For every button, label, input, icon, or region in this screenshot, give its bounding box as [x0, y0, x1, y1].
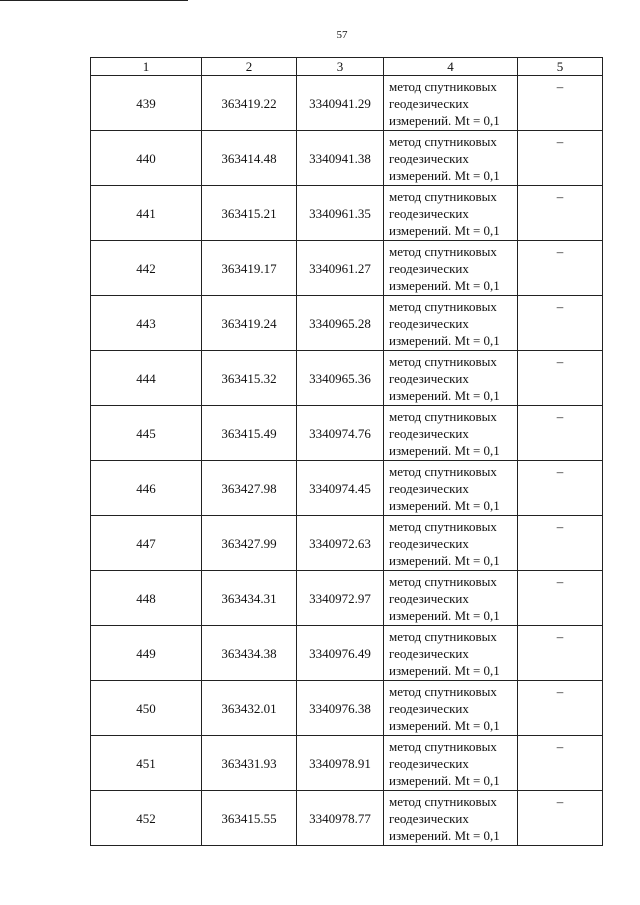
cell-y-coordinate: 3340961.27 [297, 241, 384, 296]
cell-y-coordinate: 3340941.29 [297, 76, 384, 131]
cell-method: метод спутниковых геодезических измерений. Mt = 0,1 [384, 241, 518, 296]
cell-point-number: 450 [91, 681, 202, 736]
cell-y-coordinate: 3340961.35 [297, 186, 384, 241]
cell-y-coordinate: 3340976.38 [297, 681, 384, 736]
cell-note: – [518, 736, 603, 791]
table-row [91, 351, 603, 406]
cell-y-coordinate: 3340965.36 [297, 351, 384, 406]
cell-x-coordinate: 363427.99 [202, 516, 297, 571]
cell-point-number: 448 [91, 571, 202, 626]
table-row [91, 571, 603, 626]
top-left-rule [0, 0, 188, 1]
table-row [91, 736, 603, 791]
table-row [91, 791, 603, 846]
cell-note: – [518, 571, 603, 626]
cell-note: – [518, 241, 603, 296]
cell-point-number: 451 [91, 736, 202, 791]
cell-point-number: 445 [91, 406, 202, 461]
cell-y-coordinate: 3340972.63 [297, 516, 384, 571]
cell-note: – [518, 461, 603, 516]
cell-method: метод спутниковых геодезических измерений. Mt = 0,1 [384, 76, 518, 131]
cell-y-coordinate: 3340978.77 [297, 791, 384, 846]
cell-note: – [518, 351, 603, 406]
cell-method: метод спутниковых геодезических измерений. Mt = 0,1 [384, 626, 518, 681]
cell-point-number: 452 [91, 791, 202, 846]
cell-note: – [518, 626, 603, 681]
cell-method: метод спутниковых геодезических измерений. Mt = 0,1 [384, 736, 518, 791]
cell-point-number: 442 [91, 241, 202, 296]
table-row [91, 131, 603, 186]
cell-note: – [518, 406, 603, 461]
cell-method: метод спутниковых геодезических измерений. Mt = 0,1 [384, 296, 518, 351]
cell-point-number: 447 [91, 516, 202, 571]
cell-point-number: 439 [91, 76, 202, 131]
cell-x-coordinate: 363415.49 [202, 406, 297, 461]
cell-x-coordinate: 363415.55 [202, 791, 297, 846]
cell-y-coordinate: 3340976.49 [297, 626, 384, 681]
cell-point-number: 444 [91, 351, 202, 406]
cell-method: метод спутниковых геодезических измерений. Mt = 0,1 [384, 406, 518, 461]
cell-note: – [518, 791, 603, 846]
cell-x-coordinate: 363415.32 [202, 351, 297, 406]
cell-x-coordinate: 363434.31 [202, 571, 297, 626]
table-row [91, 516, 603, 571]
cell-method: метод спутниковых геодезических измерений. Mt = 0,1 [384, 461, 518, 516]
coordinates-table [90, 57, 603, 846]
cell-note: – [518, 186, 603, 241]
cell-note: – [518, 681, 603, 736]
table-row [91, 681, 603, 736]
table-row [91, 461, 603, 516]
table-row [91, 406, 603, 461]
table-body [91, 58, 603, 846]
table-row [91, 76, 603, 131]
header-cell-x: 2 [202, 58, 297, 76]
cell-x-coordinate: 363431.93 [202, 736, 297, 791]
cell-note: – [518, 516, 603, 571]
cell-y-coordinate: 3340974.76 [297, 406, 384, 461]
cell-note: – [518, 131, 603, 186]
cell-y-coordinate: 3340972.97 [297, 571, 384, 626]
cell-point-number: 440 [91, 131, 202, 186]
cell-x-coordinate: 363432.01 [202, 681, 297, 736]
cell-method: метод спутниковых геодезических измерений. Mt = 0,1 [384, 681, 518, 736]
cell-x-coordinate: 363419.24 [202, 296, 297, 351]
table-header-row [91, 58, 603, 76]
cell-y-coordinate: 3340974.45 [297, 461, 384, 516]
cell-method: метод спутниковых геодезических измерений. Mt = 0,1 [384, 186, 518, 241]
cell-method: метод спутниковых геодезических измерений. Mt = 0,1 [384, 131, 518, 186]
cell-x-coordinate: 363415.21 [202, 186, 297, 241]
cell-method: метод спутниковых геодезических измерений. Mt = 0,1 [384, 571, 518, 626]
cell-method: метод спутниковых геодезических измерений. Mt = 0,1 [384, 516, 518, 571]
table-row [91, 241, 603, 296]
header-cell-note: 5 [518, 58, 603, 76]
table-row [91, 296, 603, 351]
page-number: 57 [336, 29, 348, 41]
cell-y-coordinate: 3340978.91 [297, 736, 384, 791]
header-cell-point-number: 1 [91, 58, 202, 76]
cell-x-coordinate: 363427.98 [202, 461, 297, 516]
cell-method: метод спутниковых геодезических измерений. Mt = 0,1 [384, 791, 518, 846]
table-row [91, 626, 603, 681]
cell-point-number: 443 [91, 296, 202, 351]
header-cell-y: 3 [297, 58, 384, 76]
cell-point-number: 441 [91, 186, 202, 241]
cell-point-number: 449 [91, 626, 202, 681]
cell-note: – [518, 296, 603, 351]
cell-note: – [518, 76, 603, 131]
cell-x-coordinate: 363419.22 [202, 76, 297, 131]
cell-y-coordinate: 3340965.28 [297, 296, 384, 351]
cell-x-coordinate: 363419.17 [202, 241, 297, 296]
cell-y-coordinate: 3340941.38 [297, 131, 384, 186]
cell-method: метод спутниковых геодезических измерений. Mt = 0,1 [384, 351, 518, 406]
cell-point-number: 446 [91, 461, 202, 516]
header-cell-method: 4 [384, 58, 518, 76]
cell-x-coordinate: 363414.48 [202, 131, 297, 186]
table-row [91, 186, 603, 241]
cell-x-coordinate: 363434.38 [202, 626, 297, 681]
